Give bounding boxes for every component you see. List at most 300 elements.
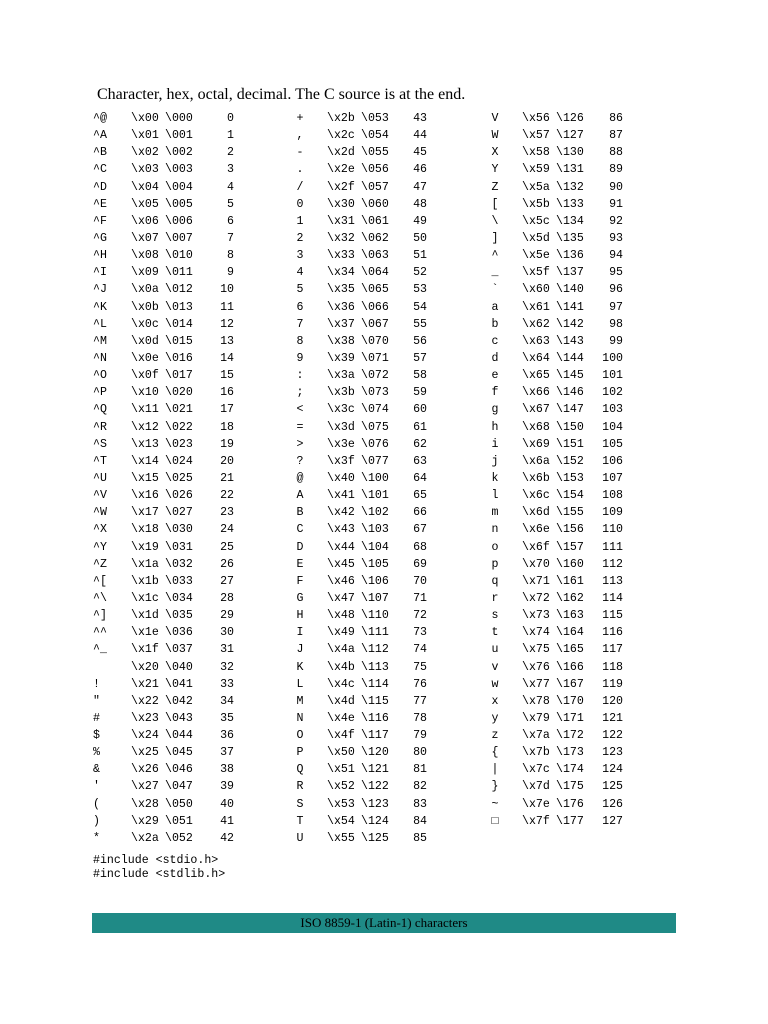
octal-cell: \121	[361, 763, 389, 777]
decimal-cell: 56	[413, 334, 427, 348]
hex-cell: \x3b	[327, 386, 355, 400]
octal-cell: \146	[556, 386, 584, 400]
octal-cell: \176	[556, 797, 584, 811]
table-row	[289, 607, 431, 624]
decimal-cell: 46	[413, 163, 427, 177]
decimal-cell: 34	[220, 694, 234, 708]
decimal-cell: 63	[413, 454, 427, 468]
table-row	[484, 539, 627, 556]
decimal-cell: 109	[602, 506, 623, 520]
octal-cell: \032	[165, 557, 193, 571]
octal-cell: \165	[556, 643, 584, 657]
decimal-cell: 77	[413, 694, 427, 708]
table-row	[289, 110, 431, 127]
octal-cell: \132	[556, 180, 584, 194]
table-row	[289, 487, 431, 504]
char-cell: Z	[491, 180, 499, 194]
hex-cell: \x60	[522, 283, 550, 297]
hex-cell: \x1d	[131, 609, 159, 623]
octal-cell: \074	[361, 403, 389, 417]
char-cell: x	[491, 694, 499, 708]
char-cell: ^T	[93, 454, 107, 468]
table-row	[289, 778, 431, 795]
char-cell: m	[491, 506, 499, 520]
decimal-cell: 39	[220, 780, 234, 794]
decimal-cell: 54	[413, 300, 427, 314]
table-row	[93, 264, 238, 281]
hex-cell: \x4a	[327, 643, 355, 657]
decimal-cell: 41	[220, 814, 234, 828]
octal-cell: \106	[361, 574, 389, 588]
hex-cell: \x23	[131, 711, 159, 725]
char-cell: ^R	[93, 420, 107, 434]
table-row	[93, 230, 238, 247]
char-cell: ^[	[93, 574, 107, 588]
hex-cell: \x61	[522, 300, 550, 314]
char-cell: p	[491, 557, 499, 571]
octal-cell: \103	[361, 523, 389, 537]
octal-cell: \100	[361, 471, 389, 485]
char-cell: ^G	[93, 231, 107, 245]
char-cell: \	[491, 214, 499, 228]
table-row	[93, 350, 238, 367]
hex-cell: \x0f	[131, 369, 159, 383]
table-row	[484, 196, 627, 213]
table-row	[289, 350, 431, 367]
char-cell: c	[491, 334, 499, 348]
octal-cell: \053	[361, 112, 389, 125]
char-cell: @	[296, 471, 304, 485]
decimal-cell: 83	[413, 797, 427, 811]
decimal-cell: 26	[220, 557, 234, 571]
octal-cell: \020	[165, 386, 193, 400]
char-cell: O	[296, 729, 304, 743]
hex-cell: \x78	[522, 694, 550, 708]
table-row	[484, 179, 627, 196]
table-row	[93, 813, 238, 830]
octal-cell: \031	[165, 540, 193, 554]
octal-cell: \123	[361, 797, 389, 811]
table-row	[484, 419, 627, 436]
octal-cell: \057	[361, 180, 389, 194]
char-cell: U	[296, 831, 304, 845]
octal-cell: \063	[361, 249, 389, 263]
table-row	[289, 744, 431, 761]
hex-cell: \x2a	[131, 831, 159, 845]
decimal-cell: 59	[413, 386, 427, 400]
char-cell: l	[491, 489, 499, 503]
octal-cell: \173	[556, 746, 584, 760]
hex-cell: \x41	[327, 489, 355, 503]
table-row	[93, 196, 238, 213]
table-row	[289, 710, 431, 727]
table-row	[484, 607, 627, 624]
table-row	[93, 299, 238, 316]
octal-cell: \021	[165, 403, 193, 417]
hex-cell: \x0d	[131, 334, 159, 348]
decimal-cell: 47	[413, 180, 427, 194]
octal-cell: \116	[361, 711, 389, 725]
decimal-cell: 61	[413, 420, 427, 434]
table-row	[93, 504, 238, 521]
char-cell: ^]	[93, 609, 107, 623]
table-row	[93, 333, 238, 350]
char-cell: G	[296, 591, 304, 605]
char-cell: ]	[491, 231, 499, 245]
decimal-cell: 45	[413, 146, 427, 160]
octal-cell: \071	[361, 351, 389, 365]
char-cell: 5	[296, 283, 304, 297]
octal-cell: \114	[361, 677, 389, 691]
hex-cell: \x24	[131, 729, 159, 743]
hex-cell: \x2d	[327, 146, 355, 160]
char-cell: g	[491, 403, 499, 417]
hex-cell: \x46	[327, 574, 355, 588]
table-row	[289, 693, 431, 710]
octal-cell: \104	[361, 540, 389, 554]
table-row	[484, 504, 627, 521]
hex-cell: \x1a	[131, 557, 159, 571]
hex-cell: \x5d	[522, 231, 550, 245]
char-cell: =	[296, 420, 304, 434]
octal-cell: \136	[556, 249, 584, 263]
table-row	[93, 384, 238, 401]
char-cell: L	[296, 677, 304, 691]
char-cell: ?	[296, 454, 304, 468]
char-cell: Y	[491, 163, 499, 177]
table-row	[484, 367, 627, 384]
char-cell: _	[491, 266, 499, 280]
hex-cell: \x4c	[327, 677, 355, 691]
octal-cell: \152	[556, 454, 584, 468]
octal-cell: \047	[165, 780, 193, 794]
table-row	[93, 401, 238, 418]
decimal-cell: 43	[413, 112, 427, 125]
decimal-cell: 52	[413, 266, 427, 280]
char-cell: <	[296, 403, 304, 417]
char-cell: ^U	[93, 471, 107, 485]
octal-cell: \102	[361, 506, 389, 520]
octal-cell: \172	[556, 729, 584, 743]
decimal-cell: 121	[602, 711, 623, 725]
hex-cell: \x11	[131, 403, 159, 417]
octal-cell: \025	[165, 471, 193, 485]
decimal-cell: 70	[413, 574, 427, 588]
octal-cell: \037	[165, 643, 193, 657]
decimal-cell: 80	[413, 746, 427, 760]
octal-cell: \163	[556, 609, 584, 623]
hex-cell: \x56	[522, 112, 550, 125]
char-cell: Q	[296, 763, 304, 777]
char-table-column-1	[93, 110, 238, 847]
char-cell: ^L	[93, 317, 107, 331]
octal-cell: \161	[556, 574, 584, 588]
octal-cell: \010	[165, 249, 193, 263]
decimal-cell: 114	[602, 591, 623, 605]
hex-cell: \x45	[327, 557, 355, 571]
hex-cell: \x65	[522, 369, 550, 383]
decimal-cell: 4	[227, 180, 234, 194]
hex-cell: \x7f	[522, 814, 550, 828]
decimal-cell: 23	[220, 506, 234, 520]
octal-cell: \066	[361, 300, 389, 314]
decimal-cell: 98	[609, 317, 623, 331]
hex-cell: \x2b	[327, 112, 355, 125]
decimal-cell: 97	[609, 300, 623, 314]
hex-cell: \x2c	[327, 129, 355, 143]
hex-cell: \x21	[131, 677, 159, 691]
hex-cell: \x06	[131, 214, 159, 228]
decimal-cell: 53	[413, 283, 427, 297]
char-cell: D	[296, 540, 304, 554]
table-row	[484, 710, 627, 727]
char-cell: V	[491, 112, 499, 125]
char-cell: -	[296, 146, 304, 160]
decimal-cell: 67	[413, 523, 427, 537]
hex-cell: \x72	[522, 591, 550, 605]
char-cell: ,	[296, 129, 304, 143]
octal-cell: \160	[556, 557, 584, 571]
decimal-cell: 28	[220, 591, 234, 605]
decimal-cell: 32	[220, 660, 234, 674]
hex-cell: \x3f	[327, 454, 355, 468]
table-row	[93, 436, 238, 453]
char-cell: ^F	[93, 214, 107, 228]
decimal-cell: 31	[220, 643, 234, 657]
hex-cell: \x63	[522, 334, 550, 348]
decimal-cell: 5	[227, 197, 234, 211]
hex-cell: \x4e	[327, 711, 355, 725]
hex-cell: \x40	[327, 471, 355, 485]
table-row	[289, 247, 431, 264]
char-cell: b	[491, 317, 499, 331]
decimal-cell: 76	[413, 677, 427, 691]
table-row	[93, 659, 238, 676]
octal-cell: \115	[361, 694, 389, 708]
table-row	[289, 264, 431, 281]
octal-cell: \000	[165, 112, 193, 125]
table-row	[289, 539, 431, 556]
decimal-cell: 104	[602, 420, 623, 434]
hex-cell: \x13	[131, 437, 159, 451]
decimal-cell: 126	[602, 797, 623, 811]
hex-cell: \x6f	[522, 540, 550, 554]
hex-cell: \x15	[131, 471, 159, 485]
table-row	[484, 676, 627, 693]
char-cell: ^S	[93, 437, 107, 451]
hex-cell: \x35	[327, 283, 355, 297]
octal-cell: \044	[165, 729, 193, 743]
char-cell: y	[491, 711, 499, 725]
octal-cell: \035	[165, 609, 193, 623]
char-cell: d	[491, 351, 499, 365]
table-row	[289, 796, 431, 813]
hex-cell: \x0a	[131, 283, 159, 297]
char-cell: h	[491, 420, 499, 434]
octal-cell: \164	[556, 626, 584, 640]
decimal-cell: 8	[227, 249, 234, 263]
octal-cell: \043	[165, 711, 193, 725]
decimal-cell: 3	[227, 163, 234, 177]
decimal-cell: 38	[220, 763, 234, 777]
char-cell: X	[491, 146, 499, 160]
table-row	[484, 247, 627, 264]
octal-cell: \147	[556, 403, 584, 417]
table-row	[484, 161, 627, 178]
octal-cell: \141	[556, 300, 584, 314]
hex-cell: \x77	[522, 677, 550, 691]
table-row	[484, 453, 627, 470]
char-cell: J	[296, 643, 304, 657]
octal-cell: \002	[165, 146, 193, 160]
table-row	[289, 761, 431, 778]
table-row	[484, 470, 627, 487]
table-row	[93, 144, 238, 161]
char-cell: ^P	[93, 386, 107, 400]
decimal-cell: 65	[413, 489, 427, 503]
octal-cell: \105	[361, 557, 389, 571]
octal-cell: \016	[165, 351, 193, 365]
table-row	[484, 316, 627, 333]
char-cell: ^A	[93, 129, 107, 143]
hex-cell: \x18	[131, 523, 159, 537]
octal-cell: \142	[556, 317, 584, 331]
hex-cell: \x7a	[522, 729, 550, 743]
decimal-cell: 99	[609, 334, 623, 348]
char-cell: ^	[491, 249, 499, 263]
hex-cell: \x3d	[327, 420, 355, 434]
char-cell: [	[491, 197, 499, 211]
decimal-cell: 73	[413, 626, 427, 640]
octal-cell: \056	[361, 163, 389, 177]
hex-cell: \x14	[131, 454, 159, 468]
table-row	[93, 470, 238, 487]
source-line: #include <stdio.h>	[93, 854, 219, 867]
table-row	[93, 744, 238, 761]
table-row	[289, 521, 431, 538]
decimal-cell: 68	[413, 540, 427, 554]
hex-cell: \x0e	[131, 351, 159, 365]
decimal-cell: 72	[413, 609, 427, 623]
hex-cell: \x66	[522, 386, 550, 400]
table-row	[289, 299, 431, 316]
octal-cell: \174	[556, 763, 584, 777]
table-row	[289, 590, 431, 607]
decimal-cell: 119	[602, 677, 623, 691]
decimal-cell: 120	[602, 694, 623, 708]
decimal-cell: 25	[220, 540, 234, 554]
octal-cell: \110	[361, 609, 389, 623]
decimal-cell: 75	[413, 660, 427, 674]
char-cell: ^K	[93, 300, 107, 314]
decimal-cell: 89	[609, 163, 623, 177]
hex-cell: \x37	[327, 317, 355, 331]
table-row	[484, 590, 627, 607]
char-cell: +	[296, 112, 304, 125]
octal-cell: \171	[556, 711, 584, 725]
char-cell: (	[93, 797, 100, 811]
hex-cell: \x33	[327, 249, 355, 263]
char-table-column-3	[484, 110, 627, 830]
table-row	[484, 573, 627, 590]
decimal-cell: 78	[413, 711, 427, 725]
decimal-cell: 102	[602, 386, 623, 400]
decimal-cell: 49	[413, 214, 427, 228]
hex-cell: \x09	[131, 266, 159, 280]
hex-cell: \x10	[131, 386, 159, 400]
decimal-cell: 40	[220, 797, 234, 811]
hex-cell: \x55	[327, 831, 355, 845]
decimal-cell: 93	[609, 231, 623, 245]
char-cell: *	[93, 831, 100, 845]
decimal-cell: 122	[602, 729, 623, 743]
char-cell: T	[296, 814, 304, 828]
decimal-cell: 112	[602, 557, 623, 571]
hex-cell: \x52	[327, 780, 355, 794]
decimal-cell: 21	[220, 471, 234, 485]
octal-cell: \130	[556, 146, 584, 160]
char-cell: q	[491, 574, 499, 588]
char-cell: $	[93, 729, 100, 743]
hex-cell: \x3e	[327, 437, 355, 451]
hex-cell: \x03	[131, 163, 159, 177]
hex-cell: \x69	[522, 437, 550, 451]
octal-cell: \101	[361, 489, 389, 503]
hex-cell: \x3c	[327, 403, 355, 417]
decimal-cell: 37	[220, 746, 234, 760]
decimal-cell: 113	[602, 574, 623, 588]
char-cell: &	[93, 763, 100, 777]
hex-cell: \x73	[522, 609, 550, 623]
table-row	[93, 761, 238, 778]
decimal-cell: 115	[602, 609, 623, 623]
table-row	[93, 641, 238, 658]
char-cell: S	[296, 797, 304, 811]
octal-cell: \076	[361, 437, 389, 451]
char-cell: ;	[296, 386, 304, 400]
table-row	[93, 710, 238, 727]
char-cell: ^V	[93, 489, 107, 503]
decimal-cell: 85	[413, 831, 427, 845]
octal-cell: \055	[361, 146, 389, 160]
hex-cell: \x6e	[522, 523, 550, 537]
char-cell: w	[491, 677, 499, 691]
table-row	[289, 281, 431, 298]
octal-cell: \153	[556, 471, 584, 485]
hex-cell: \x79	[522, 711, 550, 725]
char-cell: {	[491, 746, 499, 760]
table-row	[484, 281, 627, 298]
table-row	[93, 590, 238, 607]
char-cell: ^X	[93, 523, 107, 537]
octal-cell: \177	[556, 814, 584, 828]
char-cell: 1	[296, 214, 304, 228]
footer-banner	[92, 913, 676, 933]
hex-cell: \x20	[131, 660, 159, 674]
hex-cell: \x49	[327, 626, 355, 640]
table-row	[93, 727, 238, 744]
hex-cell: \x12	[131, 420, 159, 434]
octal-cell: \135	[556, 231, 584, 245]
hex-cell: \x25	[131, 746, 159, 760]
octal-cell: \006	[165, 214, 193, 228]
table-row	[484, 761, 627, 778]
octal-cell: \027	[165, 506, 193, 520]
hex-cell: \x74	[522, 626, 550, 640]
table-row	[289, 316, 431, 333]
octal-cell: \143	[556, 334, 584, 348]
decimal-cell: 124	[602, 763, 623, 777]
